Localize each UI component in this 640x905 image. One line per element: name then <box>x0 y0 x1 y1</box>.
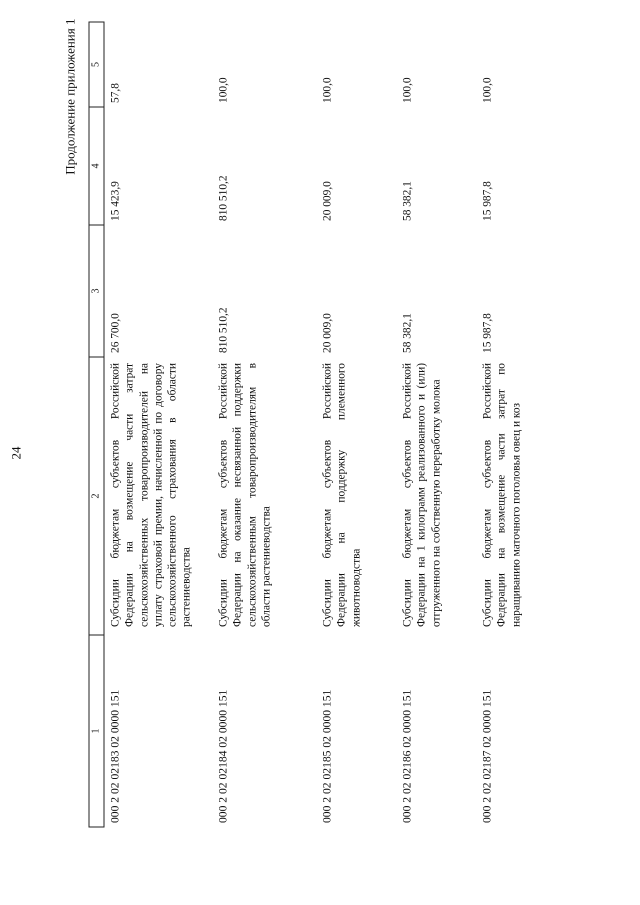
table-row <box>316 22 396 827</box>
planned-amount: 810 510,2 <box>217 306 229 353</box>
actual-amount: 15 987,8 <box>481 180 493 221</box>
actual-amount: 15 423,9 <box>109 180 121 221</box>
page-number: 24 <box>8 446 23 459</box>
actual-amount: 810 510,2 <box>217 174 229 221</box>
percent: 100,0 <box>481 76 493 103</box>
table-row <box>476 22 546 827</box>
column-header-2: 2 <box>89 357 104 635</box>
budget-code: 000 2 02 02186 02 0000 151 <box>400 689 413 823</box>
continuation-label: Продолжение приложения 1 <box>62 18 77 175</box>
description: Субсидии бюджетам субъектов Российской Федерации на 1 килограмм реализованного и (или) отгруженного на собственную переработку молока <box>401 362 442 627</box>
column-header-4: 4 <box>89 107 104 225</box>
percent: 100,0 <box>401 76 413 103</box>
table-row <box>104 22 213 827</box>
planned-amount: 20 009,0 <box>321 312 333 353</box>
budget-code: 000 2 02 02185 02 0000 151 <box>320 689 333 823</box>
description: Субсидии бюджетам субъектов Российской Федерации на возмещение части затрат по наращиванию маточного поголовья овец и коз <box>481 362 522 627</box>
appendix-table <box>88 21 546 827</box>
budget-code: 000 2 02 02184 02 0000 151 <box>216 689 229 823</box>
percent: 57,8 <box>109 82 121 103</box>
planned-amount: 15 987,8 <box>481 312 493 353</box>
column-header-1: 1 <box>89 635 104 827</box>
planned-amount: 26 700,0 <box>109 312 121 353</box>
actual-amount: 20 009,0 <box>321 180 333 221</box>
description: Субсидии бюджетам субъектов Российской Федерации на поддержку племенного животноводства <box>321 362 362 627</box>
budget-code: 000 2 02 02187 02 0000 151 <box>480 689 493 823</box>
planned-amount: 58 382,1 <box>401 312 413 353</box>
percent: 100,0 <box>217 76 229 103</box>
header-row <box>89 22 104 827</box>
description: Субсидии бюджетам субъектов Российской Федерации на оказание несвязанной поддержки сельскохозяйственным товаропроизводителям в области растениеводства <box>217 362 272 627</box>
actual-amount: 58 382,1 <box>401 180 413 221</box>
table-row <box>212 22 316 827</box>
percent: 100,0 <box>321 76 333 103</box>
table-row <box>396 22 476 827</box>
budget-code: 000 2 02 02183 02 0000 151 <box>108 689 121 823</box>
column-header-5: 5 <box>89 22 104 107</box>
description: Субсидии бюджетам субъектов Российской Федерации на возмещение части затрат сельскохозяйственных товаропроизводителей на уплату страховой премии, начисленной по договору сельскохозяйственного страхования в области растениеводства <box>109 362 193 627</box>
column-header-3: 3 <box>89 225 104 357</box>
